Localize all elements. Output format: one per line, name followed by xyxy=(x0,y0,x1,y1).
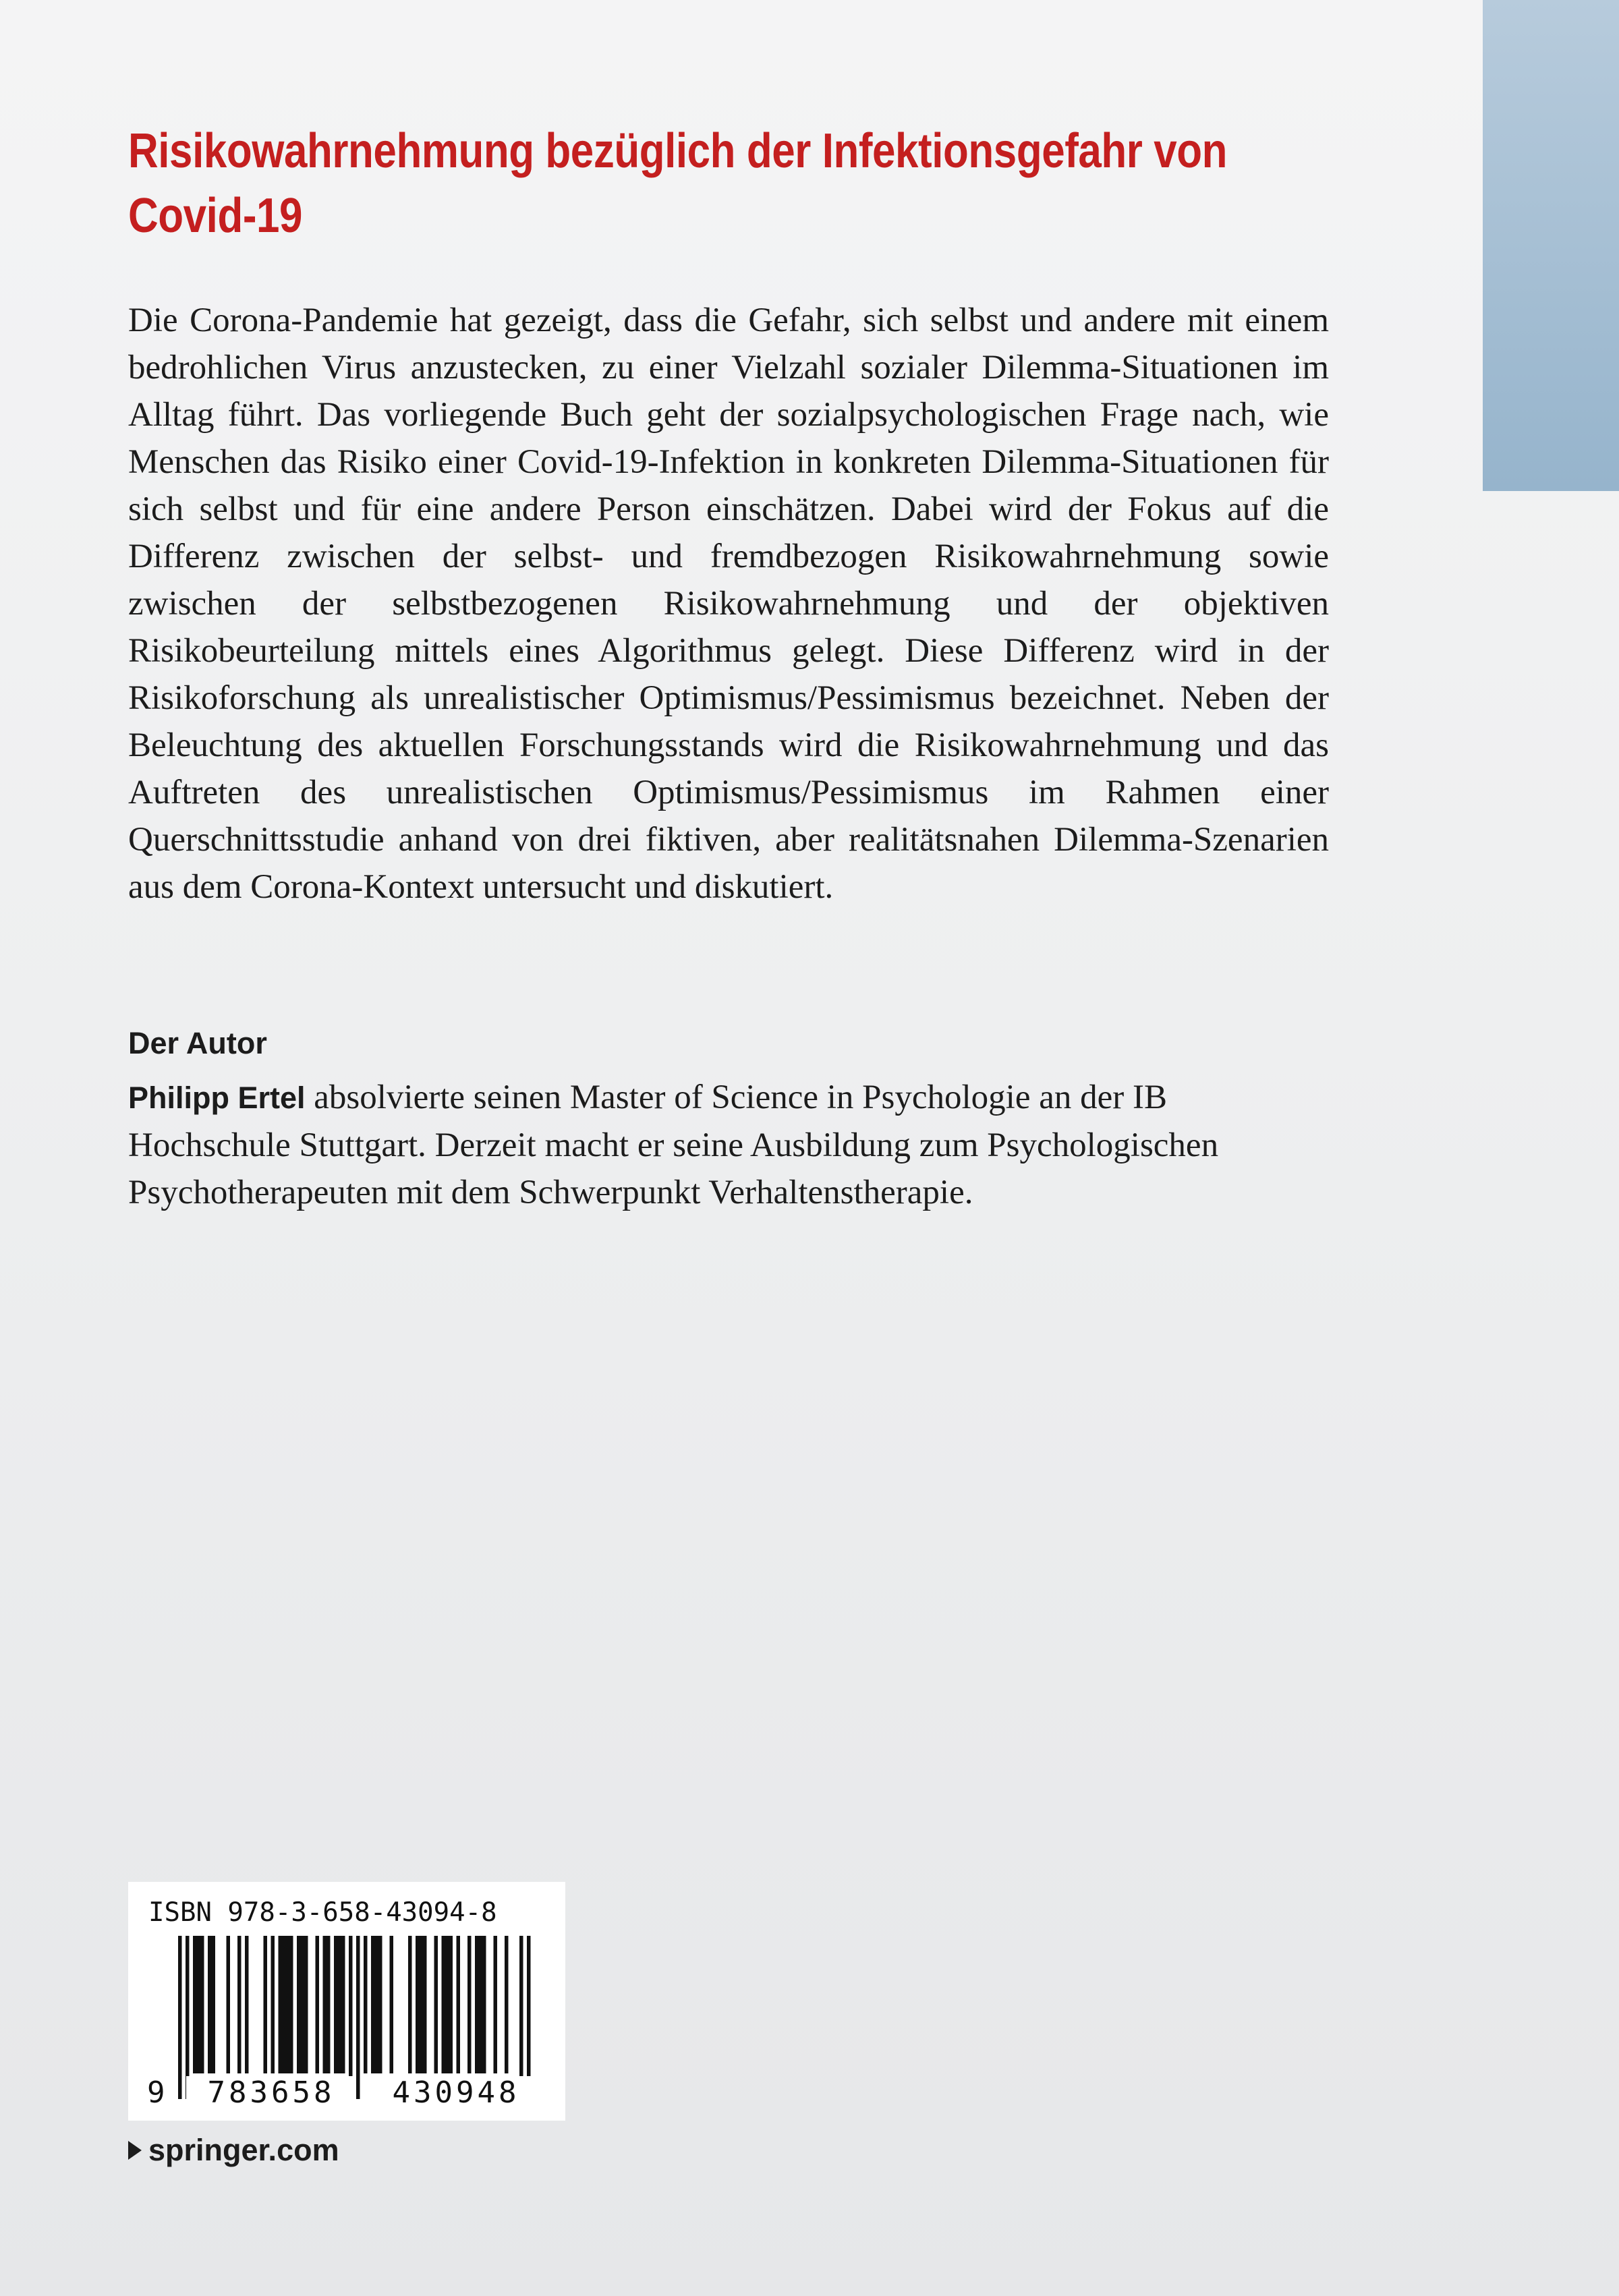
barcode-bar xyxy=(289,1936,293,2073)
barcode-bar xyxy=(527,1936,531,2099)
barcode-bar xyxy=(442,1936,446,2073)
barcode-bar xyxy=(271,1936,275,2073)
barcode-bar xyxy=(286,1936,290,2073)
barcode-bar xyxy=(212,1936,216,2073)
barcode-bar xyxy=(279,1936,283,2073)
barcode-bar xyxy=(467,1936,472,2073)
isbn-label: ISBN 978-3-658-43094-8 xyxy=(148,1897,497,1928)
barcode-bar xyxy=(193,1936,197,2073)
barcode-bar xyxy=(237,1936,242,2073)
barcode-bar xyxy=(408,1936,412,2073)
barcode-bar xyxy=(378,1936,382,2073)
barcode-bar xyxy=(282,1936,286,2073)
barcode-bar xyxy=(445,1936,449,2073)
author-bio-text: absolvierte seinen Master of Science in Psychologie an der IB Hochschule Stuttgart. Derzeit macht er seine Ausbildung zum Psychologischen Psychotherapeuten mit dem Schwerpunkt Verhaltenstherapie. xyxy=(128,1079,1219,1211)
cover-accent-tab xyxy=(1483,0,1619,491)
barcode-bar xyxy=(494,1936,498,2073)
barcode-bar xyxy=(375,1936,379,2073)
barcode-bar xyxy=(227,1936,231,2073)
barcode-left-digits: 783658 xyxy=(186,2076,356,2110)
barcode-bar xyxy=(197,1936,201,2073)
barcode-bar xyxy=(356,1936,360,2099)
barcode-bar xyxy=(416,1936,420,2073)
barcode-bar xyxy=(301,1936,305,2073)
book-blurb: Die Corona-Pandemie hat gezeigt, dass die Gefahr, sich selbst und andere mit einem bedrohlichen Virus anzustecken, zu einer Vielzahl sozialer Dilemma-Situationen im Alltag führt. Das vorliegende Buch geht der sozialpsychologischen Frage nach, wie Menschen das Risiko einer Covid-19-Infektion in konkreten Dilemma-Situationen für sich selbst und für eine andere Person einschätzen. Dabei wird der Fokus auf die Differenz zwischen der selbst- und fremdbezogen Risikowahrnehmung sowie zwischen der selbstbezogenen Risikowahrnehmung und der objektiven Risikobeurteilung mittels eines Algorithmus gelegt. Diese Differenz wird in der Risikoforschung als unrealistischer Optimismus/Pessimismus bezeichnet. Neben der Beleuchtung des aktuellen Forschungsstands wird die Risikowahrnehmung und das Auftreten des unrealistischen Optimismus/Pessimismus im Rahmen einer Querschnittsstudie anhand von drei fiktiven, aber realitätsnahen Dilemma-Szenarien aus dem Corona-Kontext untersucht und diskutiert. xyxy=(128,302,1329,906)
barcode-bar xyxy=(390,1936,394,2073)
barcode-bar xyxy=(434,1936,438,2073)
barcode-bar xyxy=(323,1936,327,2073)
barcode-bar xyxy=(519,1936,523,2099)
barcode-bar xyxy=(326,1936,331,2073)
barcode-right-digits: 430948 xyxy=(371,2076,541,2110)
barcode-bar xyxy=(420,1936,424,2073)
barcode-bar xyxy=(364,1936,368,2073)
barcode-bar xyxy=(178,1936,182,2099)
barcode-bar xyxy=(338,1936,342,2073)
barcode-bar xyxy=(245,1936,249,2073)
book-title: Risikowahrnehmung bezüglich der Infektionsgefahr von Covid-19 xyxy=(128,124,1228,243)
barcode-bar xyxy=(482,1936,486,2073)
barcode-bar xyxy=(371,1936,375,2073)
barcode-bar xyxy=(457,1936,461,2073)
barcode-bar xyxy=(349,1936,353,2099)
isbn-barcode xyxy=(128,1882,565,2121)
barcode-bar xyxy=(200,1936,204,2073)
barcode-bar xyxy=(449,1936,453,2073)
barcode-first-digit: 9 xyxy=(147,2075,165,2110)
springer-link-text: springer.com xyxy=(148,2133,339,2167)
barcode-bar xyxy=(316,1936,320,2073)
barcode-bar xyxy=(186,1936,190,2099)
barcode-bar xyxy=(423,1936,427,2073)
barcode-bar xyxy=(479,1936,483,2073)
author-heading: Der Autor xyxy=(128,1026,267,1060)
author-bio xyxy=(128,1074,1336,1216)
barcode-bar xyxy=(505,1936,509,2073)
author-name: Philipp Ertel xyxy=(128,1081,306,1115)
barcode-bar xyxy=(297,1936,301,2073)
triangle-right-icon xyxy=(128,2141,142,2160)
springer-link[interactable] xyxy=(128,2130,339,2171)
barcode-bar xyxy=(334,1936,338,2073)
barcode-bar xyxy=(475,1936,479,2073)
barcode-bar xyxy=(304,1936,308,2073)
barcode-bar xyxy=(208,1936,212,2073)
barcode-bar xyxy=(341,1936,345,2073)
barcode-bar xyxy=(264,1936,268,2073)
